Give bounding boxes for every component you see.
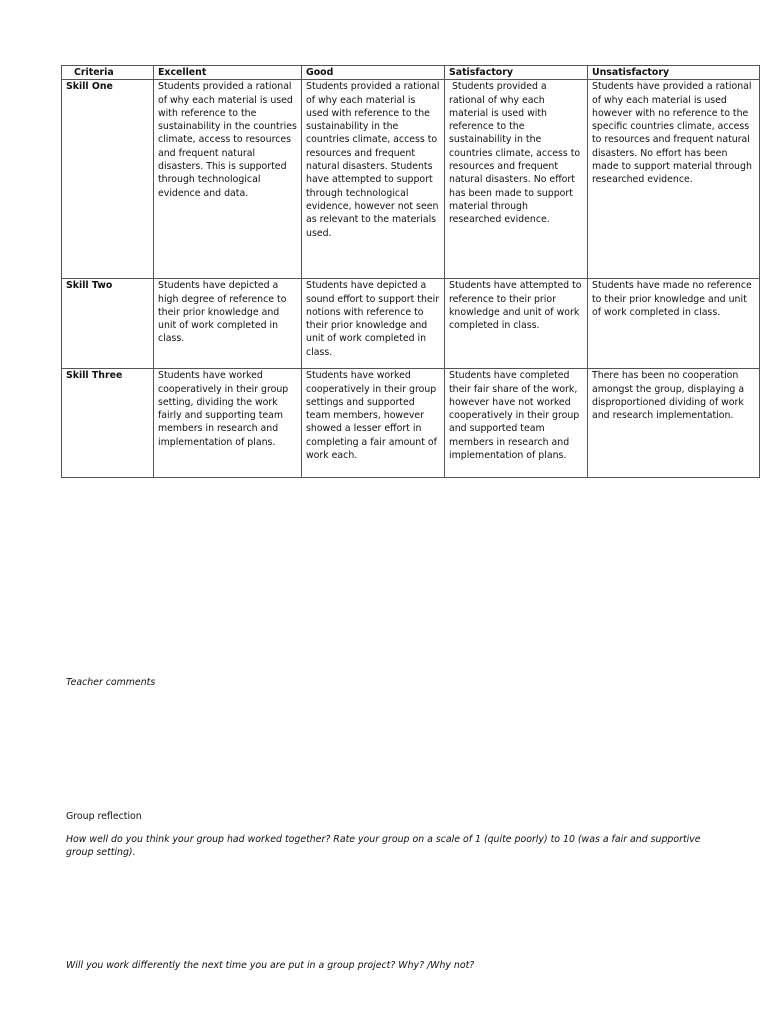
rubric-header-row xyxy=(62,66,760,80)
reflection-question-rating: How well do you think your group had worked together? Rate your group on a scale of 1 (quite poorly) to 10 (was a fair and supportive group setting). xyxy=(66,834,701,859)
rubric-cell-unsatisfactory: Students have provided a rational of why each material is used however with no reference to the specific countries climate, access to resources and frequent natural disasters. No effort has been made to support material through researched evidence. xyxy=(588,80,760,279)
rubric-table xyxy=(61,65,760,478)
rubric-cell-excellent: Students have depicted a high degree of reference to their prior knowledge and unit of work completed in class. xyxy=(154,279,302,369)
rubric-cell-satisfactory: Students provided a rational of why each material is used with reference to the sustainability in the countries climate, access to resources and frequent natural disasters. No effort has been made to support material through researched evidence. xyxy=(445,80,588,279)
row-label: Skill One xyxy=(62,80,154,279)
excellent-header: Excellent xyxy=(154,66,302,80)
row-label: Skill Two xyxy=(62,279,154,369)
group-reflection-heading: Group reflection xyxy=(66,811,142,822)
rubric-cell-good: Students have depicted a sound effort to support their notions with reference to their prior knowledge and unit of work completed in class. xyxy=(302,279,445,369)
criteria-header: Criteria xyxy=(62,66,154,80)
rubric-cell-unsatisfactory: There has been no cooperation amongst the group, displaying a disproportioned dividing of work and research implementation. xyxy=(588,369,760,478)
rubric-cell-good: Students provided a rational of why each material is used with reference to the sustainability in the countries climate, access to resources and frequent natural disasters. Students have attempted to support through technological evidence, however not seen as relevant to the materials used. xyxy=(302,80,445,279)
row-label: Skill Three xyxy=(62,369,154,478)
teacher-comments-label: Teacher comments xyxy=(66,677,156,688)
good-header: Good xyxy=(302,66,445,80)
rubric-row-skill-two xyxy=(62,279,760,369)
rubric-cell-unsatisfactory: Students have made no reference to their prior knowledge and unit of work completed in class. xyxy=(588,279,760,369)
rubric-cell-excellent: Students have worked cooperatively in their group setting, dividing the work fairly and supporting team members in research and implementation of plans. xyxy=(154,369,302,478)
rubric-cell-satisfactory: Students have attempted to reference to their prior knowledge and unit of work completed in class. xyxy=(445,279,588,369)
reflection-question-future: Will you work differently the next time you are put in a group project? Why? /Why not? xyxy=(66,960,475,971)
satisfactory-header: Satisfactory xyxy=(445,66,588,80)
rubric-cell-excellent: Students provided a rational of why each material is used with reference to the sustainability in the countries climate, access to resources and frequent natural disasters. This is supported through technological evidence and data. xyxy=(154,80,302,279)
unsatisfactory-header: Unsatisfactory xyxy=(588,66,760,80)
rubric-cell-good: Students have worked cooperatively in their group settings and supported team members, however showed a lesser effort in completing a fair amount of work each. xyxy=(302,369,445,478)
rubric-row-skill-three xyxy=(62,369,760,478)
rubric-row-skill-one xyxy=(62,80,760,279)
rubric-cell-satisfactory: Students have completed their fair share of the work, however have not worked cooperatively in their group and supported team members in research and implementation of plans. xyxy=(445,369,588,478)
